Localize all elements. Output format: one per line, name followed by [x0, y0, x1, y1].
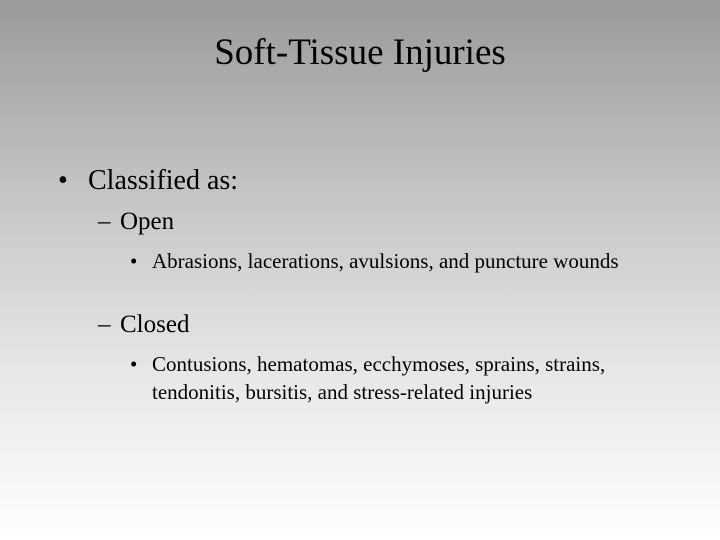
main-bullet-text: Classified as:: [88, 165, 239, 196]
detail-open: [130, 247, 690, 275]
dash-mark: –: [98, 311, 111, 338]
dash-mark: –: [98, 208, 111, 235]
bullet-mark: •: [58, 165, 68, 196]
sub-bullet-open-text: Open: [120, 208, 175, 235]
slide-title: Soft-Tissue Injuries: [214, 32, 506, 73]
bullet-mark: •: [130, 352, 138, 376]
sub-bullet-closed: [98, 309, 189, 341]
detail-open-text: Abrasions, lacerations, avulsions, and puncture wounds: [152, 249, 619, 273]
sub-bullet-open: [98, 206, 174, 238]
sub-bullet-closed-text: Closed: [120, 311, 190, 338]
main-bullet: [58, 163, 238, 199]
detail-closed-text: Contusions, hematomas, ecchymoses, sprains, strains, tendonitis, bursitis, and stress-related injuries: [152, 352, 606, 404]
bullet-mark: •: [130, 249, 138, 273]
detail-closed: [130, 350, 690, 406]
